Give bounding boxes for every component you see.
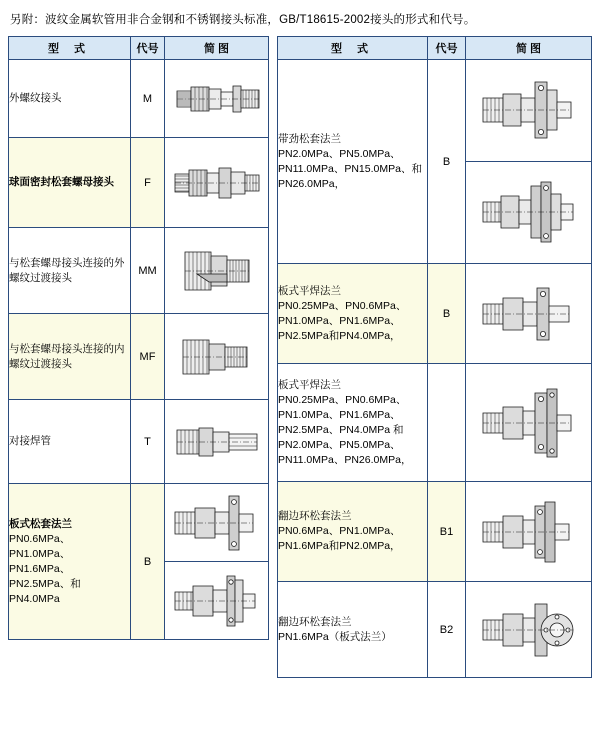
row-code: F xyxy=(131,138,165,228)
female-transition-coupling-icon xyxy=(165,326,268,388)
row-figure xyxy=(466,264,592,364)
row-figure xyxy=(165,400,269,484)
flared-ring-loose-flange-icon xyxy=(466,490,591,574)
row-figure xyxy=(165,228,269,314)
row-code: T xyxy=(131,400,165,484)
row-figure xyxy=(466,364,592,482)
ribbed-loose-flange-1-icon xyxy=(466,68,591,154)
plate-loose-flange-1-icon xyxy=(165,488,268,558)
header-code: 代号 xyxy=(131,37,165,60)
table-row xyxy=(9,228,269,314)
row-type-subtitle: PN0.6MPa、PN1.0MPa、PN1.6MPa和PN2.0MPa， xyxy=(278,525,401,552)
page-title: 另附：波纹金属软管用非合金钢和不锈钢接头标准，GB/T18615-2002接头的形式和代号。 xyxy=(10,14,476,26)
row-type-label xyxy=(278,582,428,678)
male-thread-coupling-icon xyxy=(165,69,268,129)
row-figure xyxy=(466,60,592,162)
row-type-label: 与松套螺母接头连接的内螺纹过渡接头 xyxy=(9,314,131,400)
row-type-label xyxy=(278,264,428,364)
tables-container xyxy=(8,36,592,678)
spherical-seal-union-nut-icon xyxy=(165,150,268,216)
row-type-subtitle: PN1.6MPa（板式法兰） xyxy=(278,630,392,643)
table-header-row xyxy=(278,37,592,60)
table-header-row xyxy=(9,37,269,60)
row-figure xyxy=(165,314,269,400)
row-code: MF xyxy=(131,314,165,400)
header-code: 代号 xyxy=(428,37,466,60)
row-figure xyxy=(466,582,592,678)
row-figure xyxy=(466,482,592,582)
row-type-title: 翻边环松套法兰 xyxy=(278,510,352,522)
row-type-title: 带劲松套法兰 xyxy=(278,132,341,145)
header-type: 型 式 xyxy=(278,37,428,60)
row-type-label xyxy=(9,484,131,640)
table-row xyxy=(9,314,269,400)
table-row xyxy=(278,482,592,582)
row-type-label xyxy=(278,364,428,482)
row-type-subtitle: PN2.0MPa、PN5.0MPa、PN11.0MPa、PN15.0MPa、和PN26.0MPa， xyxy=(278,147,422,190)
row-code: B xyxy=(131,484,165,640)
ribbed-loose-flange-2-icon xyxy=(466,170,591,256)
row-code: M xyxy=(131,60,165,138)
row-type-label xyxy=(278,482,428,582)
table-row xyxy=(9,484,269,562)
plate-flat-weld-flange-2-icon xyxy=(466,375,591,471)
plate-flat-weld-flange-1-icon xyxy=(466,272,591,356)
male-transition-coupling-icon xyxy=(165,240,268,302)
row-figure xyxy=(165,562,269,640)
row-type-title: 翻边环松套法兰 xyxy=(278,615,352,628)
butt-weld-pipe-icon xyxy=(165,414,268,470)
table-row xyxy=(278,60,592,162)
row-type-subtitle: PN0.6MPa、PN1.0MPa、PN1.6MPa、PN2.5MPa、和PN4.0MPa xyxy=(9,532,81,605)
table-row xyxy=(278,582,592,678)
row-type-label: 对接焊管 xyxy=(9,400,131,484)
row-type-subtitle: PN0.25MPa、PN0.6MPa、PN1.0MPa、PN1.6MPa、PN2.5MPa、PN4.0MPa 和PN2.0MPa、PN5.0MPa、PN11.0MPa、PN26.0MPa， xyxy=(278,393,412,466)
row-figure xyxy=(165,484,269,562)
row-type-label: 外螺纹接头 xyxy=(9,60,131,138)
row-code xyxy=(428,364,466,482)
header-figure: 简 图 xyxy=(165,37,269,60)
row-figure xyxy=(466,162,592,264)
header-type: 型 式 xyxy=(9,37,131,60)
row-type-subtitle: PN0.25MPa、PN0.6MPa、PN1.0MPa、PN1.6MPa、PN2.5MPa和PN4.0MPa， xyxy=(278,299,407,342)
table-row xyxy=(9,60,269,138)
row-code: B1 xyxy=(428,482,466,582)
row-code: B2 xyxy=(428,582,466,678)
row-type-title: 板式平焊法兰 xyxy=(278,284,341,297)
flared-ring-loose-flange-plate-icon xyxy=(466,590,591,670)
row-code: MM xyxy=(131,228,165,314)
row-type-label: 球面密封松套螺母接头 xyxy=(9,138,131,228)
table-row xyxy=(278,364,592,482)
row-code: B xyxy=(428,60,466,264)
table-row xyxy=(9,138,269,228)
table-row xyxy=(9,400,269,484)
right-spec-table xyxy=(277,36,592,678)
header-figure: 简 图 xyxy=(466,37,592,60)
row-type-title: 板式平焊法兰 xyxy=(278,378,341,391)
left-spec-table xyxy=(8,36,269,640)
row-code: B xyxy=(428,264,466,364)
plate-loose-flange-2-icon xyxy=(165,566,268,636)
table-row xyxy=(278,264,592,364)
row-type-label xyxy=(278,60,428,264)
row-type-label: 与松套螺母接头连接的外螺纹过渡接头 xyxy=(9,228,131,314)
row-figure xyxy=(165,138,269,228)
row-type-title: 板式松套法兰 xyxy=(9,517,72,530)
row-figure xyxy=(165,60,269,138)
